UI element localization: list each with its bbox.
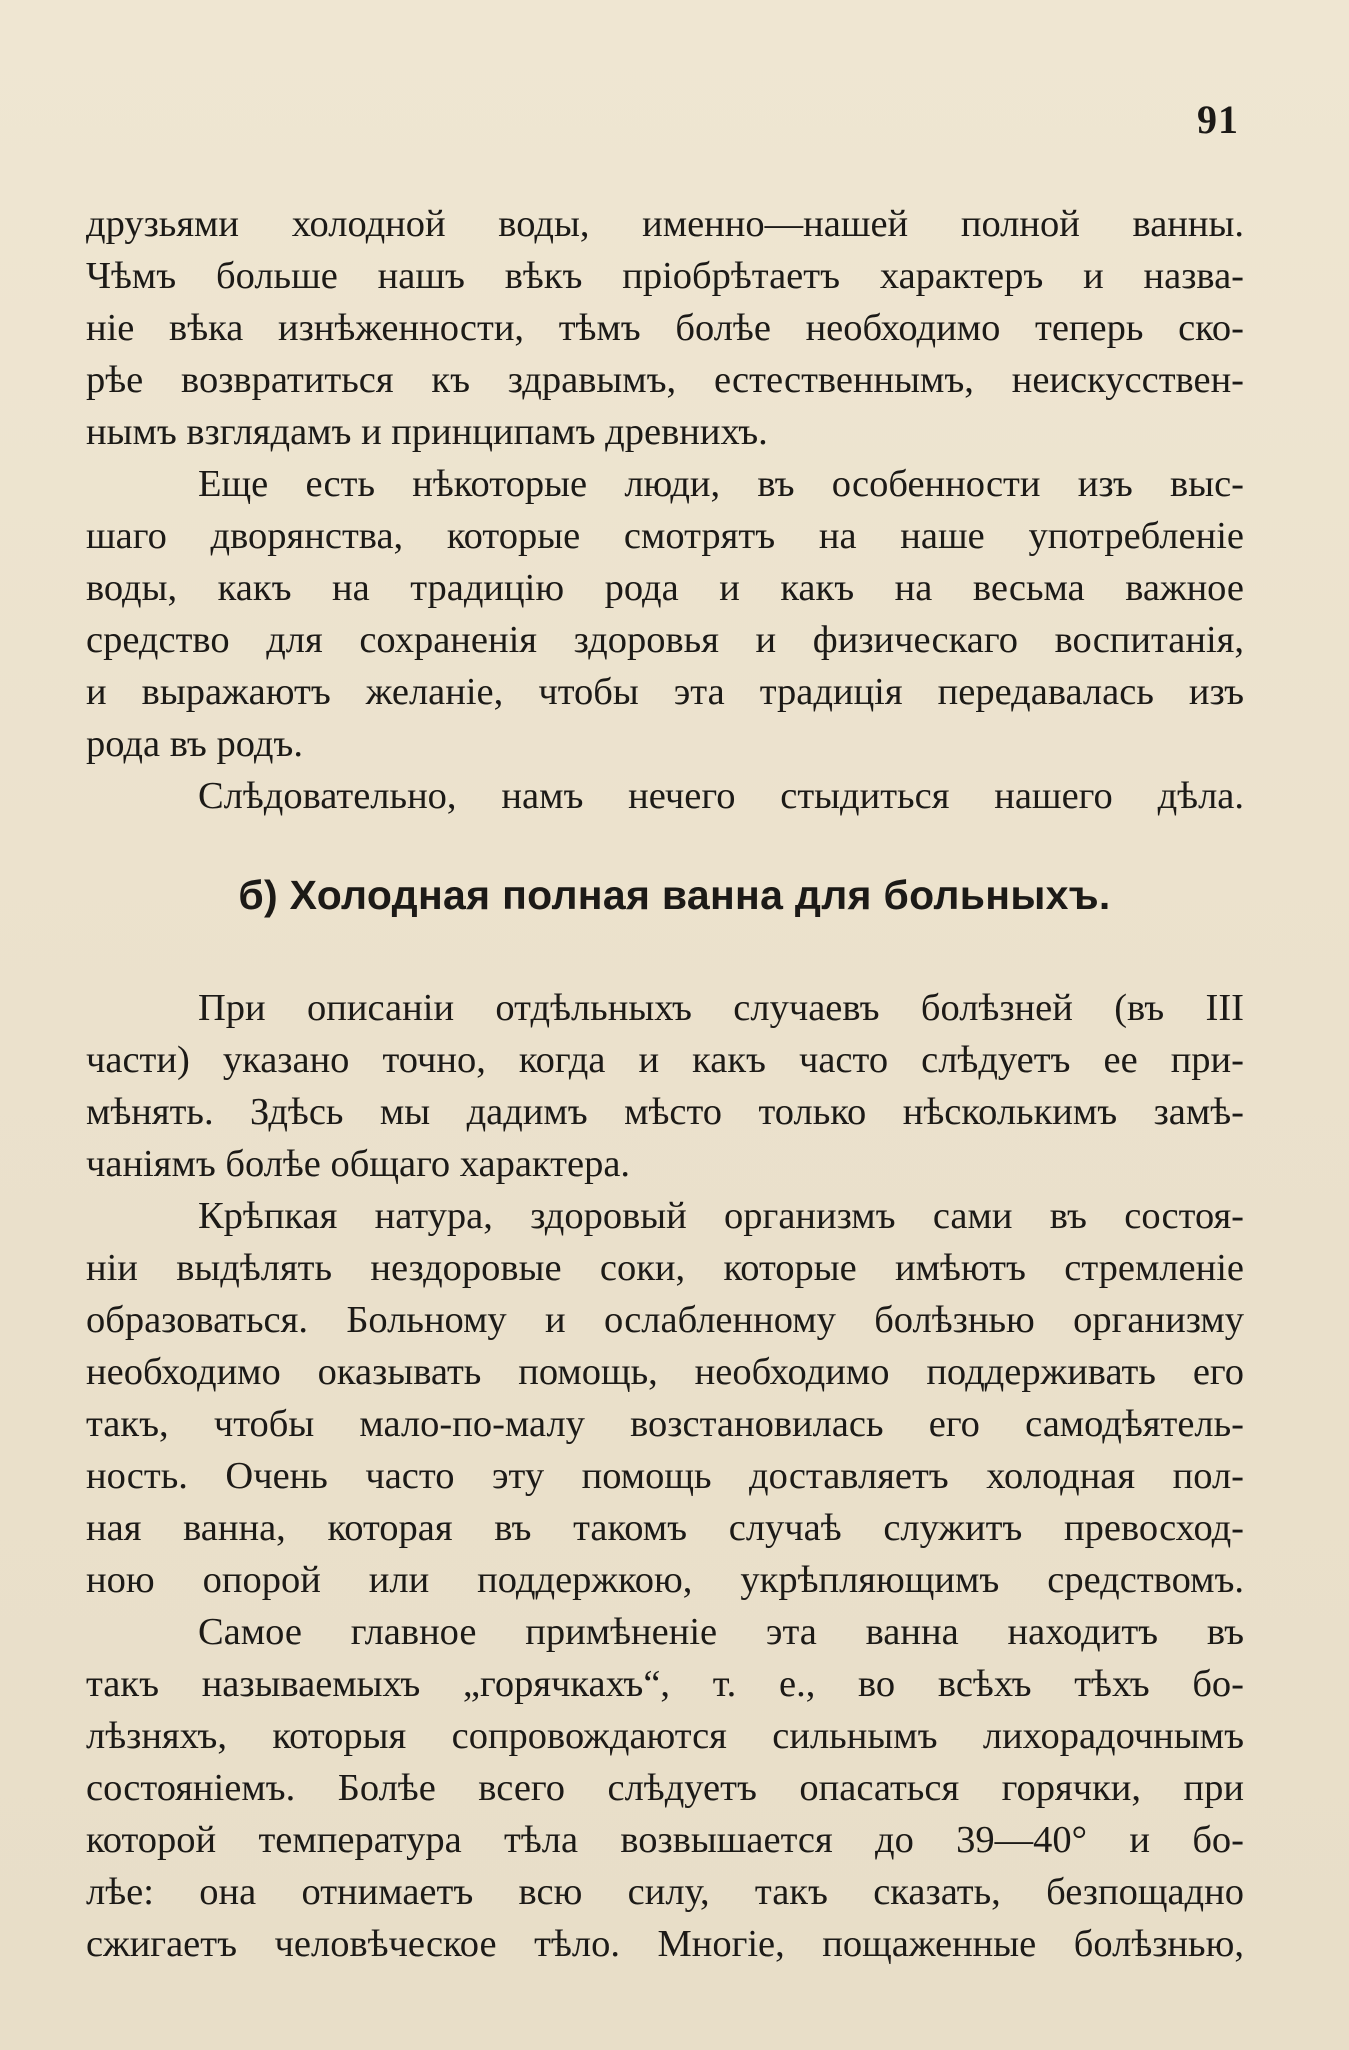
text-line: средство для сохраненія здоровья и физическаго воспитанія, — [86, 619, 1244, 661]
text-line: которой температура тѣла возвышается до 39—40° и бо- — [86, 1819, 1244, 1861]
text-line: Слѣдовательно, намъ нечего стыдиться нашего дѣла. — [198, 775, 1244, 817]
page-number: 91 — [1197, 97, 1239, 142]
text-line: чаніямъ болѣе общаго характера. — [86, 1143, 631, 1185]
text-line: образоваться. Больному и ослабленному болѣзнью организму — [86, 1299, 1244, 1341]
text-line: шаго дворянства, которые смотрятъ на наше употребленіе — [86, 515, 1244, 557]
text-line: ная ванна, которая въ такомъ случаѣ служитъ превосход- — [86, 1507, 1244, 1549]
text-line: такъ называемыхъ „горячкахъ“, т. е., во всѣхъ тѣхъ бо- — [86, 1663, 1244, 1705]
section-heading: б) Холодная полная ванна для больныхъ. — [238, 872, 1111, 918]
text-line: такъ, чтобы мало-по-малу возстановилась его самодѣятель- — [86, 1403, 1244, 1445]
text-line: рѣе возвратиться къ здравымъ, естественнымъ, неискусствен- — [86, 359, 1244, 401]
text-line: ніе вѣка изнѣженности, тѣмъ болѣе необходимо теперь ско- — [86, 307, 1244, 349]
text-line: сжигаетъ человѣческое тѣло. Многіе, пощаженные болѣзнью, — [86, 1923, 1244, 1965]
text-line: Чѣмъ больше нашъ вѣкъ пріобрѣтаетъ характеръ и назва- — [86, 255, 1244, 297]
text-line: состояніемъ. Болѣе всего слѣдуетъ опасаться горячки, при — [86, 1767, 1244, 1809]
text-line: части) указано точно, когда и какъ часто слѣдуетъ ее при- — [86, 1039, 1244, 1081]
text-line: Крѣпкая натура, здоровый организмъ сами въ состоя- — [198, 1195, 1244, 1237]
text-line: При описаніи отдѣльныхъ случаевъ болѣзней (въ III — [198, 987, 1244, 1029]
text-line: необходимо оказывать помощь, необходимо поддерживать его — [86, 1351, 1244, 1393]
text-line: нымъ взглядамъ и принципамъ древнихъ. — [86, 411, 768, 453]
text-line: Самое главное примѣненіе эта ванна находитъ въ — [198, 1611, 1244, 1653]
text-line: лѣе: она отнимаетъ всю силу, такъ сказать, безпощадно — [86, 1871, 1244, 1913]
text-line: мѣнять. Здѣсь мы дадимъ мѣсто только нѣсколькимъ замѣ- — [86, 1091, 1244, 1133]
text-line: лѣзняхъ, которыя сопровождаются сильнымъ лихорадочнымъ — [86, 1715, 1244, 1757]
section-text-top — [86, 198, 1244, 822]
text-line: рода въ родъ. — [86, 723, 303, 765]
text-line: Еще есть нѣкоторые люди, въ особенности изъ выс- — [198, 463, 1244, 505]
section-text-bottom — [86, 982, 1244, 1970]
text-line: друзьями холодной воды, именно—нашей полной ванны. — [86, 203, 1244, 245]
text-line: воды, какъ на традицію рода и какъ на весьма важное — [86, 567, 1244, 609]
text-line: ніи выдѣлять нездоровые соки, которые имѣютъ стремленіе — [86, 1247, 1244, 1289]
text-line: ною опорой или поддержкою, укрѣпляющимъ средствомъ. — [86, 1559, 1244, 1601]
text-line: и выражаютъ желаніе, чтобы эта традиція передавалась изъ — [86, 671, 1244, 713]
text-line: ность. Очень часто эту помощь доставляетъ холодная пол- — [86, 1455, 1244, 1497]
